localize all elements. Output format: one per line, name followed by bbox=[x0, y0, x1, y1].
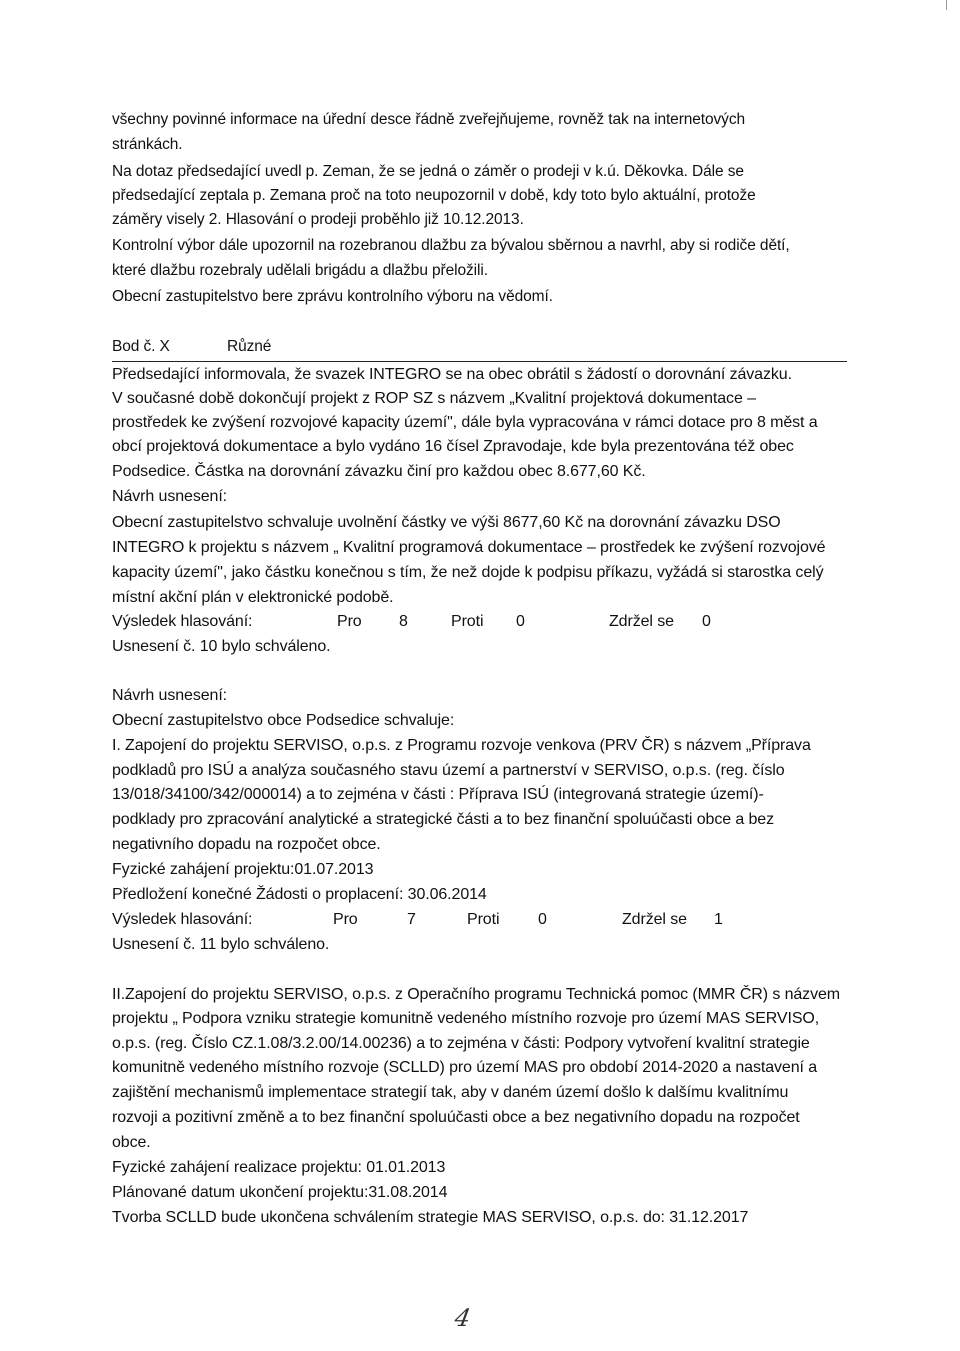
vote-zdrzel-label: Zdržel se bbox=[622, 911, 687, 928]
vote-label: Výsledek hlasování: bbox=[112, 613, 253, 630]
section-title: Různé bbox=[227, 338, 272, 355]
section-number: Bod č. X bbox=[112, 338, 170, 355]
paragraph-line: negativního dopadu na rozpočet obce. bbox=[112, 836, 381, 853]
page-number: 4 bbox=[452, 1304, 473, 1332]
paragraph-line: Fyzické zahájení projektu:01.07.2013 bbox=[112, 861, 374, 878]
paragraph-line: Plánované datum ukončení projektu:31.08.2014 bbox=[112, 1184, 448, 1201]
paragraph-line: které dlažbu rozebraly udělali brigádu a dlažbu přeložili. bbox=[112, 262, 488, 279]
paragraph-line: podkladů pro ISÚ a analýza současného stavu území a partnerství v SERVISO, o.p.s. (reg. číslo bbox=[112, 762, 785, 779]
vote-proti-label: Proti bbox=[467, 911, 500, 928]
paragraph-line: INTEGRO k projektu s názvem „ Kvalitní programová dokumentace – prostředek ke zvýšení rozvojové bbox=[112, 539, 826, 556]
proposal-heading: Návrh usnesení: bbox=[112, 488, 228, 505]
paragraph-line: projektu „ Podpora vzniku strategie komunitně vedeného místního rozvoje pro území MAS SERVISO, bbox=[112, 1010, 820, 1027]
paragraph-line: Obecní zastupitelstvo schvaluje uvolnění částky ve výši 8677,60 Kč na dorovnání závazku DSO bbox=[112, 514, 781, 531]
paragraph-line: Fyzické zahájení realizace projektu: 01.01.2013 bbox=[112, 1159, 446, 1176]
vote-result-row bbox=[112, 910, 852, 930]
paragraph-line: Předložení konečné Žádosti o proplacení: 30.06.2014 bbox=[112, 886, 487, 903]
paragraph-line: Obecní zastupitelstvo obce Podsedice schvaluje: bbox=[112, 712, 455, 729]
paragraph-line: obcí projektová dokumentace a bylo vydáno 16 čísel Zpravodaje, kde byla prezentována též obec bbox=[112, 438, 794, 455]
vote-label: Výsledek hlasování: bbox=[112, 911, 253, 928]
vote-proti-count: 0 bbox=[516, 613, 525, 630]
paragraph-line: místní akční plán v elektronické podobě. bbox=[112, 589, 394, 606]
proposal-heading: Návrh usnesení: bbox=[112, 687, 228, 704]
paragraph-line: komunitně vedeného místního rozvoje (SCLLD) pro území MAS pro období 2014-2020 a nastavení a bbox=[112, 1059, 817, 1076]
resolution-result: Usnesení č. 10 bylo schváleno. bbox=[112, 638, 331, 655]
vote-zdrzel-label: Zdržel se bbox=[609, 613, 674, 630]
paragraph-line: Obecní zastupitelstvo bere zprávu kontrolního výboru na vědomí. bbox=[112, 288, 553, 305]
vote-zdrzel-count: 0 bbox=[702, 613, 711, 630]
paragraph-line: předsedající zeptala p. Zemana proč na toto neupozornil v době, kdy toto bylo aktuální, protože bbox=[112, 187, 756, 204]
vote-pro-label: Pro bbox=[337, 613, 362, 630]
paragraph-line: Tvorba SCLLD bude ukončena schválením strategie MAS SERVISO, o.p.s. do: 31.12.2017 bbox=[112, 1209, 749, 1226]
heading-underline bbox=[112, 361, 847, 362]
vote-proti-count: 0 bbox=[538, 911, 547, 928]
vote-proti-label: Proti bbox=[451, 613, 484, 630]
paragraph-line: II.Zapojení do projektu SERVISO, o.p.s. z Operačního programu Technická pomoc (MMR ČR) s názvem bbox=[112, 986, 841, 1003]
paragraph-line: všechny povinné informace na úřední desce řádně zveřejňujeme, rovněž tak na internetových bbox=[112, 111, 745, 128]
vote-zdrzel-count: 1 bbox=[714, 911, 723, 928]
vote-pro-count: 7 bbox=[407, 911, 416, 928]
paragraph-line: Předsedající informovala, že svazek INTEGRO se na obec obrátil s žádostí o dorovnání závazku. bbox=[112, 366, 792, 383]
paragraph-line: stránkách. bbox=[112, 136, 183, 153]
paragraph-line: V současné době dokončují projekt z ROP SZ s názvem „Kvalitní projektová dokumentace – bbox=[112, 390, 756, 407]
paragraph-line: prostředek ke zvýšení rozvojové kapacity území", dále byla vypracována v rámci dotace pro 8 měst a bbox=[112, 414, 818, 431]
vote-result-row bbox=[112, 612, 852, 632]
paragraph-line: rozvoji a pozitivní změně a to bez finanční spoluúčasti obce a bez negativního dopadu na rozpočet bbox=[112, 1109, 800, 1126]
vote-pro-label: Pro bbox=[333, 911, 358, 928]
section-heading bbox=[112, 337, 852, 357]
paragraph-line: obce. bbox=[112, 1134, 151, 1151]
paragraph-line: podklady pro zpracování analytické a strategické části a to bez finanční spoluúčasti obce a bez bbox=[112, 811, 775, 828]
paragraph-line: I. Zapojení do projektu SERVISO, o.p.s. z Programu rozvoje venkova (PRV ČR) s názvem „Příprava bbox=[112, 737, 811, 754]
paragraph-line: Podsedice. Částka na dorovnání závazku činí pro každou obec 8.677,60 Kč. bbox=[112, 463, 646, 480]
paragraph-line: kapacity území", jako částku konečnou s tím, že než dojde k podpisu příkazu, vyžádá si starostka celý bbox=[112, 564, 824, 581]
paragraph-line: 13/018/34100/342/000014) a to zejména v části : Příprava ISÚ (integrovaná strategie území)- bbox=[112, 786, 764, 803]
paragraph-line: Na dotaz předsedající uvedl p. Zeman, že se jedná o záměr o prodeji v k.ú. Děkovka. Dále se bbox=[112, 163, 744, 180]
paragraph-line: zajištění mechanismů implementace strategií tak, aby v daném území došlo k dalšímu kvalitnímu bbox=[112, 1084, 789, 1101]
vote-pro-count: 8 bbox=[399, 613, 408, 630]
paragraph-line: o.p.s. (reg. Číslo CZ.1.08/3.2.00/14.00236) a to zejména v části: Podpory vytvoření kvalitní strategie bbox=[112, 1035, 810, 1052]
resolution-result: Usnesení č. 11 bylo schváleno. bbox=[112, 936, 330, 953]
paragraph-line: Kontrolní výbor dále upozornil na rozebranou dlažbu za bývalou sběrnou a navrhl, aby si rodiče dětí, bbox=[112, 237, 790, 254]
paragraph-line: záměry visely 2. Hlasování o prodeji proběhlo již 10.12.2013. bbox=[112, 211, 524, 228]
scan-edge-mark bbox=[946, 0, 947, 10]
